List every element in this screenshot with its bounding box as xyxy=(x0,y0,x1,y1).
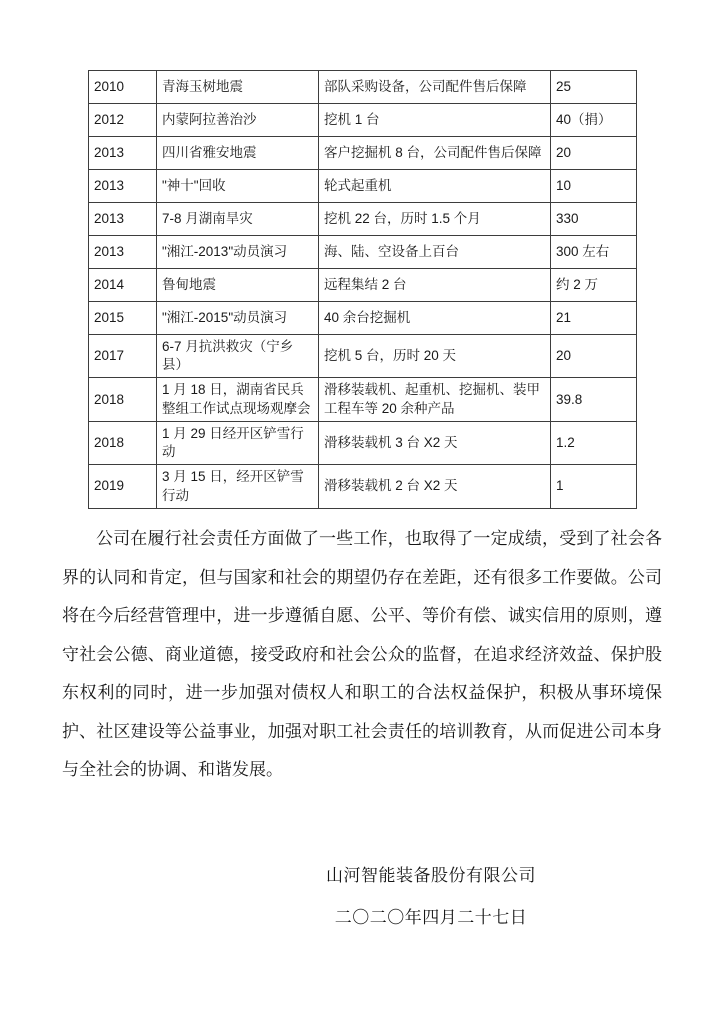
social-responsibility-table xyxy=(88,70,637,509)
table-row xyxy=(89,71,637,104)
cell-amount: 330 xyxy=(551,203,637,236)
cell-year: 2012 xyxy=(89,104,157,137)
cell-amount: 40（捐） xyxy=(551,104,637,137)
table-row xyxy=(89,170,637,203)
cell-event: 6-7 月抗洪救灾（宁乡县） xyxy=(157,335,319,378)
table-row xyxy=(89,236,637,269)
cell-description: 滑移装载机 3 台 X2 天 xyxy=(319,421,551,464)
cell-description: 远程集结 2 台 xyxy=(319,269,551,302)
table-row xyxy=(89,203,637,236)
table-row xyxy=(89,378,637,421)
cell-description: 40 余台挖掘机 xyxy=(319,302,551,335)
cell-event: 四川省雅安地震 xyxy=(157,137,319,170)
cell-event: 鲁甸地震 xyxy=(157,269,319,302)
table-row xyxy=(89,104,637,137)
table-row xyxy=(89,269,637,302)
cell-amount: 约 2 万 xyxy=(551,269,637,302)
cell-description: 部队采购设备，公司配件售后保障 xyxy=(319,71,551,104)
cell-amount: 39.8 xyxy=(551,378,637,421)
cell-event: 1 月 18 日，湖南省民兵整组工作试点现场观摩会 xyxy=(157,378,319,421)
cell-event: 1 月 29 日经开区铲雪行动 xyxy=(157,421,319,464)
cell-event: 青海玉树地震 xyxy=(157,71,319,104)
cell-description: 挖机 22 台，历时 1.5 个月 xyxy=(319,203,551,236)
conclusion-paragraph: 公司在履行社会责任方面做了一些工作，也取得了一定成绩，受到了社会各界的认同和肯定，但与国家和社会的期望仍存在差距，还有很多工作要做。公司将在今后经营管理中，进一步遵循自愿、公平、等价有偿、诚实信用的原则，遵守社会公德、商业道德，接受政府和社会公众的监督，在追求经济效益、保护股东权利的同时，进一步加强对债权人和职工的合法权益保护，积极从事环境保护、社区建设等公益事业，加强对职工社会责任的培训教育，从而促进公司本身与全社会的协调、和谐发展。 xyxy=(62,529,662,779)
cell-year: 2010 xyxy=(89,71,157,104)
cell-event: "神十"回收 xyxy=(157,170,319,203)
cell-description: 挖机 1 台 xyxy=(319,104,551,137)
cell-amount: 20 xyxy=(551,137,637,170)
cell-year: 2013 xyxy=(89,170,157,203)
cell-year: 2019 xyxy=(89,465,157,508)
cell-event: "湘江-2015"动员演习 xyxy=(157,302,319,335)
table-row xyxy=(89,335,637,378)
cell-amount: 10 xyxy=(551,170,637,203)
cell-event: 7-8 月湖南旱灾 xyxy=(157,203,319,236)
table-row xyxy=(89,421,637,464)
cell-year: 2013 xyxy=(89,137,157,170)
cell-description: 轮式起重机 xyxy=(319,170,551,203)
cell-description: 客户挖掘机 8 台，公司配件售后保障 xyxy=(319,137,551,170)
cell-amount: 1.2 xyxy=(551,421,637,464)
cell-amount: 300 左右 xyxy=(551,236,637,269)
cell-amount: 21 xyxy=(551,302,637,335)
cell-description: 海、陆、空设备上百台 xyxy=(319,236,551,269)
cell-amount: 1 xyxy=(551,465,637,508)
cell-description: 滑移装载机、起重机、挖掘机、装甲工程车等 20 余种产品 xyxy=(319,378,551,421)
cell-year: 2013 xyxy=(89,236,157,269)
cell-description: 挖机 5 台，历时 20 天 xyxy=(319,335,551,378)
table-row xyxy=(89,137,637,170)
table-row xyxy=(89,302,637,335)
signature-company: 山河智能装备股份有限公司 xyxy=(326,866,536,885)
cell-event: 内蒙阿拉善治沙 xyxy=(157,104,319,137)
cell-year: 2015 xyxy=(89,302,157,335)
cell-year: 2013 xyxy=(89,203,157,236)
cell-year: 2018 xyxy=(89,421,157,464)
table-row xyxy=(89,465,637,508)
cell-year: 2017 xyxy=(89,335,157,378)
cell-description: 滑移装载机 2 台 X2 天 xyxy=(319,465,551,508)
cell-event: "湘江-2013"动员演习 xyxy=(157,236,319,269)
social-responsibility-table-container xyxy=(88,70,636,509)
cell-event: 3 月 15 日，经开区铲雪行动 xyxy=(157,465,319,508)
table-body xyxy=(89,71,637,509)
conclusion-paragraph-block xyxy=(62,520,662,790)
signature-date: 二〇二〇年四月二十七日 xyxy=(334,908,528,927)
cell-year: 2014 xyxy=(89,269,157,302)
cell-year: 2018 xyxy=(89,378,157,421)
signature-block xyxy=(226,866,636,950)
cell-amount: 25 xyxy=(551,71,637,104)
cell-amount: 20 xyxy=(551,335,637,378)
